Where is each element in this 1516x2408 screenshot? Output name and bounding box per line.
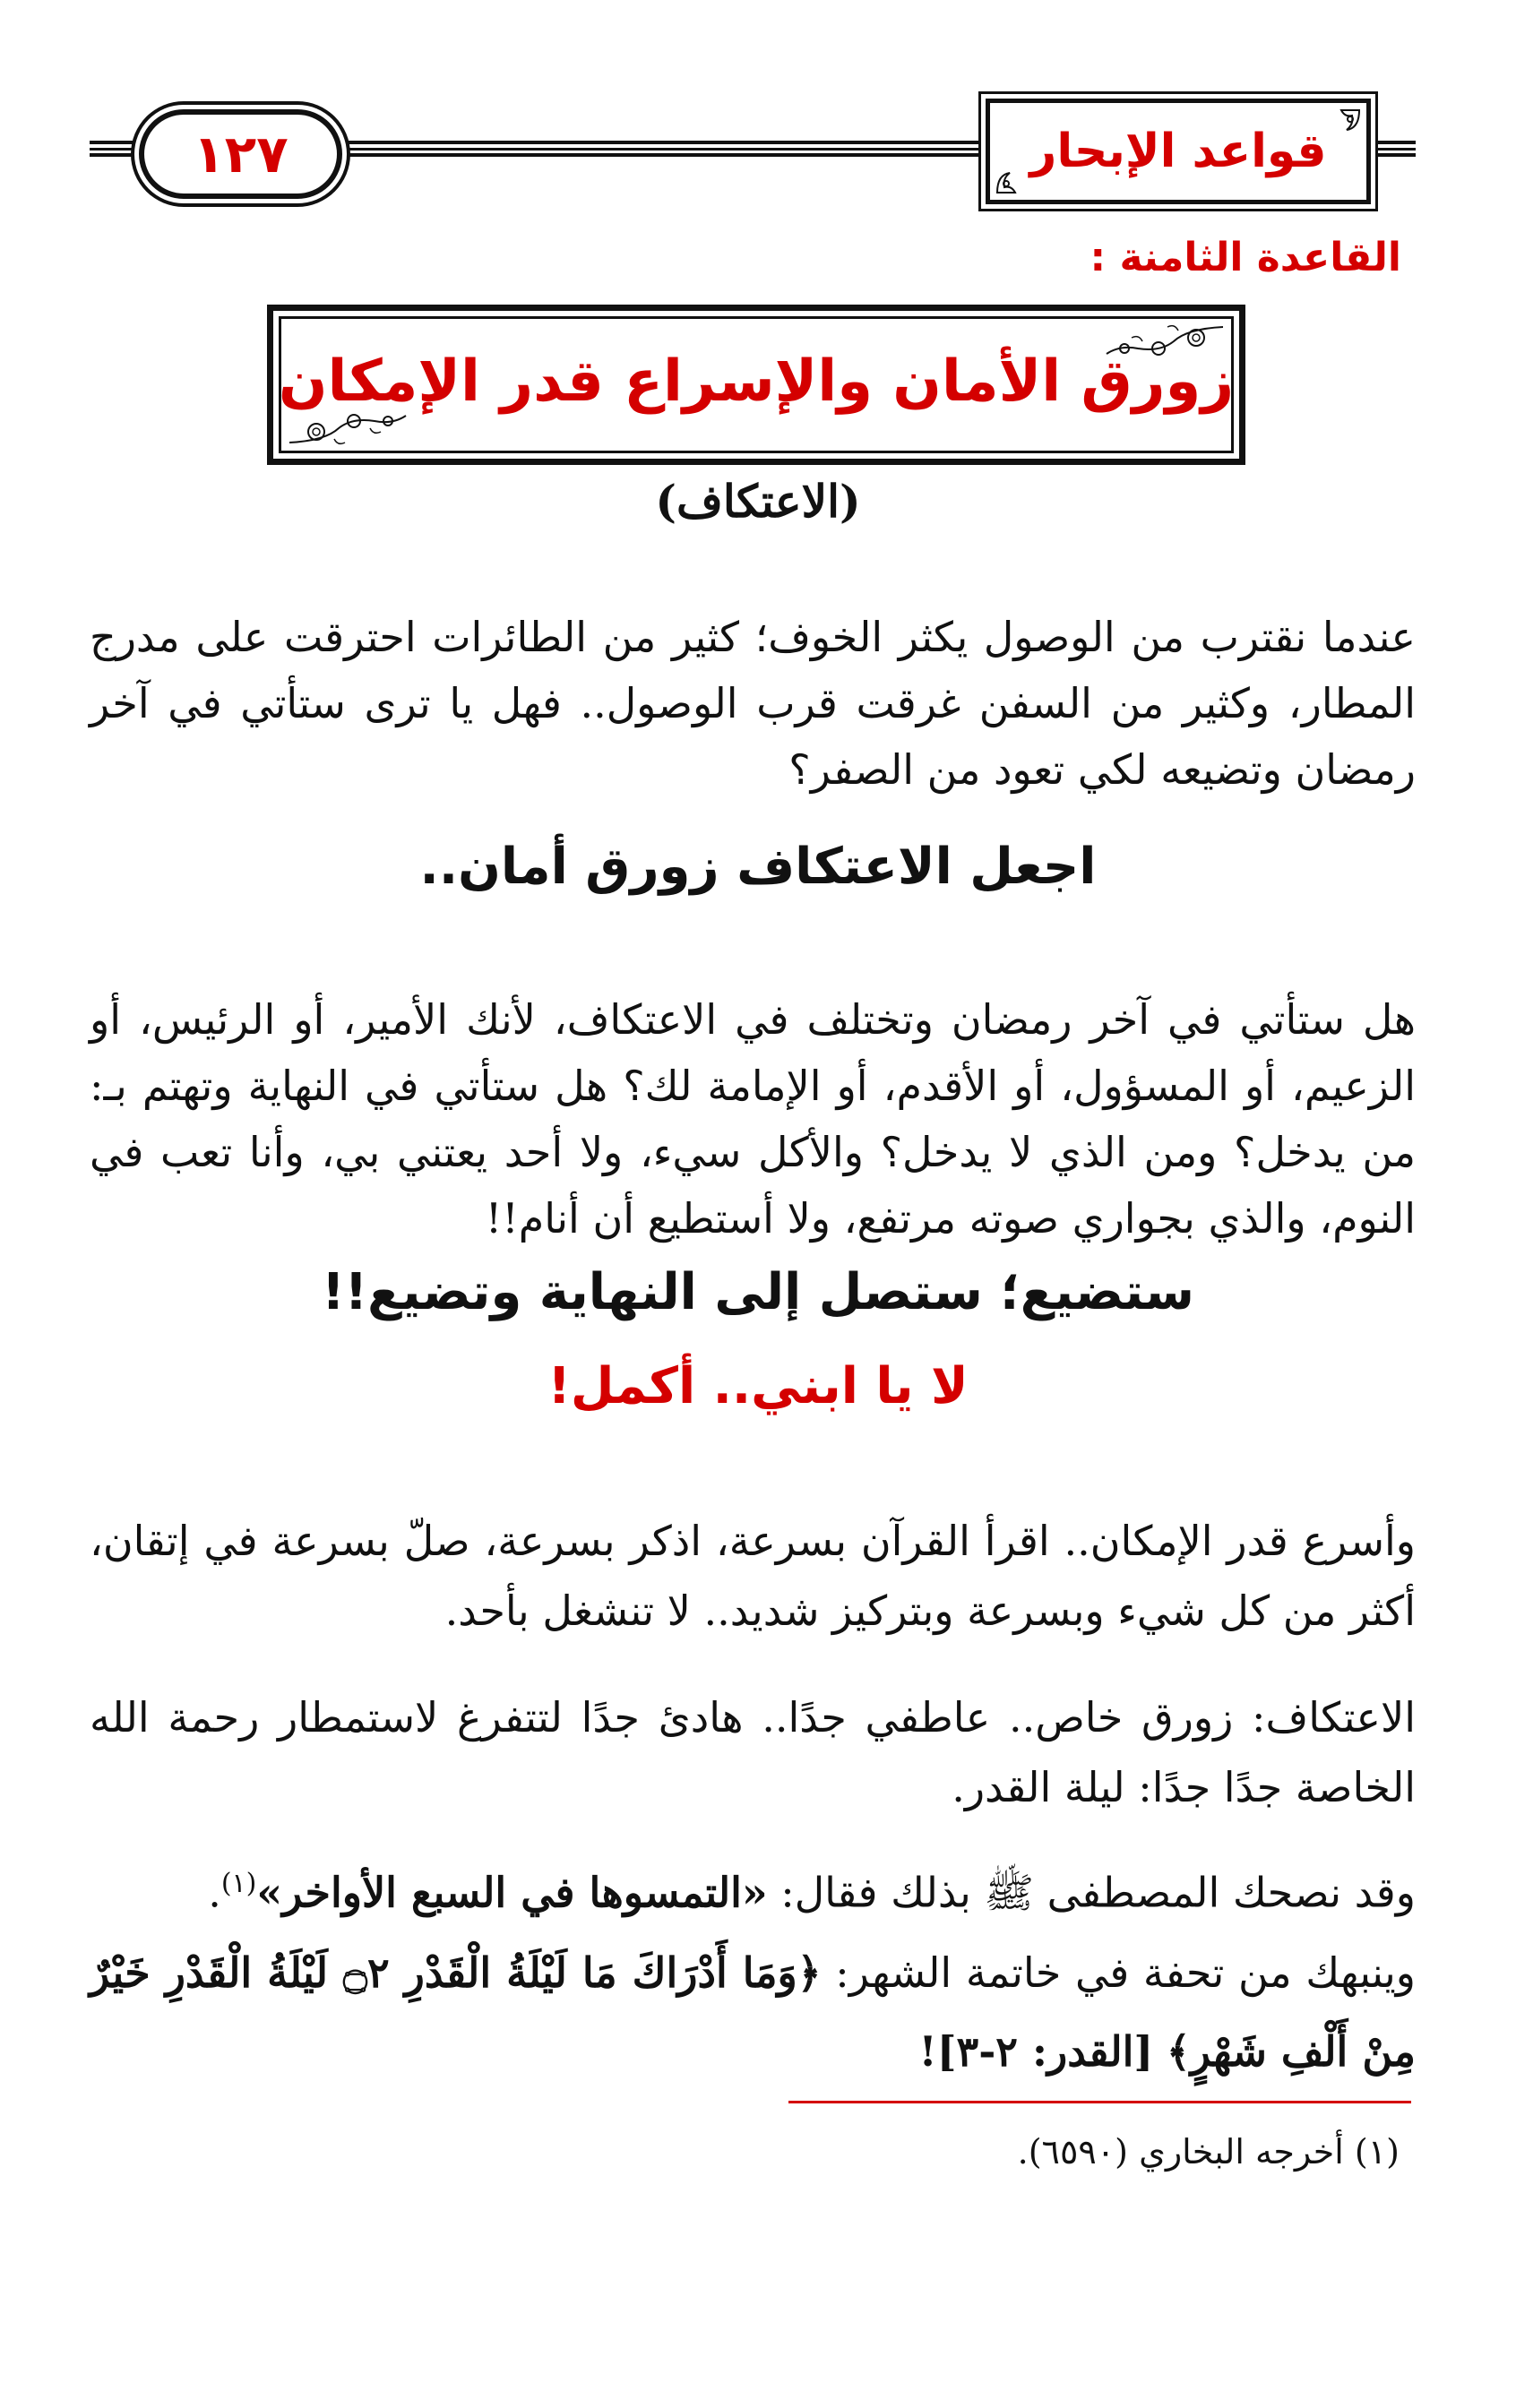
footnote-reference[interactable]: (١) [220,1868,257,1899]
page-number-badge [139,109,342,199]
section-heading: ستضيع؛ ستصل إلى النهاية وتضيع!! [322,1263,1194,1321]
hadith-lead: وقد نصحك المصطفى ﷺ بذلك فقال: [780,1868,1416,1917]
paragraph-hadith [90,1851,1416,1925]
corner-ornament-icon [1332,107,1363,137]
hadith-end: . [208,1868,221,1917]
paragraph-intro: عندما نقترب من الوصول يكثر الخوف؛ كثير من الطائرات احترقت على مدرج المطار، وكثير من السفن غرقت قرب الوصول.. فهل يا ترى ستأتي في آخر رمضان وتضيعه لكي تعود من الصفر؟ [90,613,1416,794]
rule-title-frame [267,305,1245,465]
section-heading: اجعل الاعتكاف زورق أمان.. [419,838,1097,896]
paragraph-questions: هل ستأتي في آخر رمضان وتختلف في الاعتكاف، لأنك الأمير، أو الرئيس، أو الزعيم، أو المسؤول، أو الأقدم، أو الإمامة لك؟ هل ستأتي في النهاية وتهتم بـ: من يدخل؟ ومن الذي لا يدخل؟ والأكل سيء، ولا أحد يعتني بي، وأنا تعب في النوم، والذي بجواري صوته مرتفع، ولا أستطيع أن أنام!! [90,995,1416,1243]
running-title-box [986,99,1371,204]
rule-subtitle: (الاعتكاف) [655,475,861,528]
corner-ornament-icon [994,166,1024,196]
footnote: (١) أخرجه البخاري (٦٥٩٠). [1017,2132,1400,2172]
verse-lead: وينبهك من تحفة في خاتمة الشهر: [835,1948,1417,1997]
page-number: ١٢٧ [193,124,289,185]
verse-reference: [القدر: ٢-٣]! [918,2027,1154,2076]
paragraph-itikaf: الاعتكاف: زورق خاص.. عاطفي جدًا.. هادئ جدًا لتتفرغ لاستمطار رحمة الله الخاصة جدًا جدًا: ليلة القدر. [90,1693,1416,1811]
paragraph-hurry: وأسرع قدر الإمكان.. اقرأ القرآن بسرعة، اذكر بسرعة، صلّ بسرعة في إتقان، أكثر من كل شيء وبسرعة وبتركيز شديد.. لا تنشغل بأحد. [90,1517,1416,1635]
footnote-divider [788,2101,1411,2103]
rule-title: زورق الأمان والإسراع قدر الإمكان [278,348,1235,415]
rule-label: القاعدة الثامنة : [1090,235,1401,280]
page-header [0,0,1516,224]
paragraph-verse [90,1933,1416,2091]
hadith-quote: «التمسوها في السبع الأواخر» [256,1868,768,1917]
section-heading-red: لا يا ابني.. أكمل! [547,1357,969,1415]
running-book-title: قواعد الإبحار [1029,125,1327,178]
quran-verse: ﴿وَمَا أَدْرَاكَ مَا لَيْلَةُ الْقَدْرِ ۝٢ لَيْلَةُ الْقَدْرِ خَيْرٌ مِنْ أَلْفِ شَهْرٍ﴾ [90,1948,1416,2076]
